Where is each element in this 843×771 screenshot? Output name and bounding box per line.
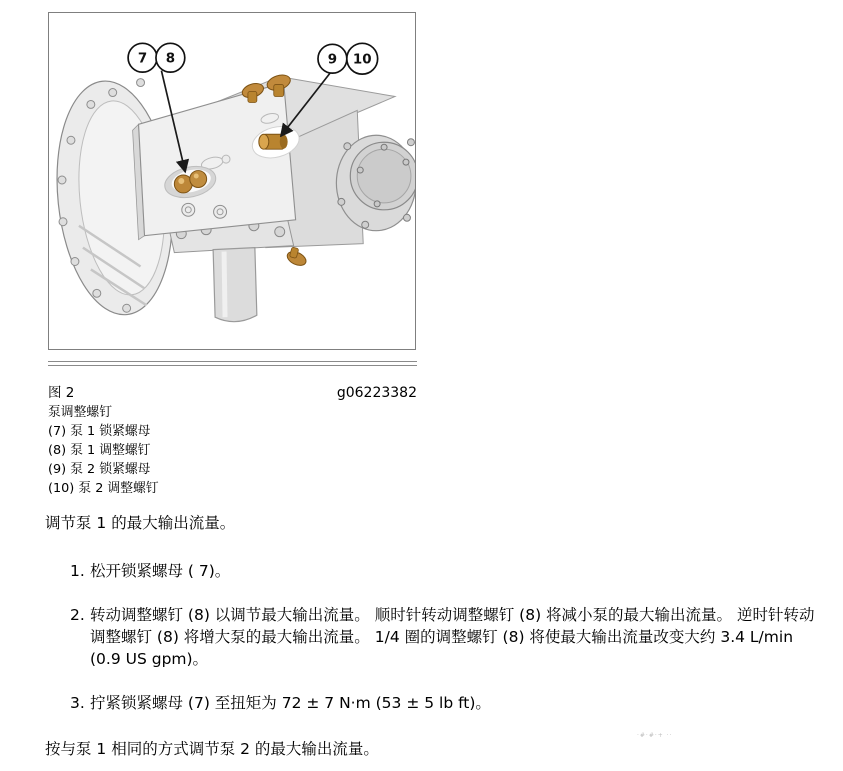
flange-elbow-fitting	[285, 247, 308, 268]
callout-9-label: 9	[327, 52, 338, 68]
procedure-step-2	[45, 604, 828, 670]
figure-id: g06223382	[336, 385, 417, 401]
step-text: 转动调整螺钉 (8) 以调节最大输出流量。 顺时针转动调整螺钉 (8) 将减小泵的最大输出流量。 逆时针转动调整螺钉 (8) 将增大泵的最大输出流量。 1/4 圈的调整螺钉 (8) 将使最大输出流量改变大约 3.4 L/min (0.9 US gpm)。	[90, 606, 815, 668]
figure-label: 图 2	[48, 385, 75, 401]
step-text: 松开锁紧螺母 ( 7)。	[90, 562, 231, 580]
procedure-text	[45, 512, 828, 760]
procedure-closing: 按与泵 1 相同的方式调节泵 2 的最大输出流量。	[45, 740, 379, 758]
callout-8-label: 8	[165, 51, 176, 67]
procedure-step-1	[45, 560, 828, 582]
pump-illustration	[49, 13, 415, 349]
figure-caption	[48, 403, 468, 498]
figure-caption-title: 泵调整螺钉	[48, 405, 112, 420]
callouts	[128, 43, 378, 74]
pump-illustration-frame	[48, 12, 416, 350]
step-number: 2.	[70, 606, 85, 624]
figure-separator-rule	[48, 361, 417, 366]
figure-caption-item-7: (7) 泵 1 锁紧螺母	[48, 424, 151, 439]
callout-7-label: 7	[137, 51, 148, 67]
figure-caption-item-10: (10) 泵 2 调整螺钉	[48, 481, 159, 496]
procedure-intro: 调节泵 1 的最大输出流量。	[45, 514, 236, 532]
procedure-step-3	[45, 692, 828, 714]
faint-print-artifact: ·#·#·+ ··	[637, 732, 673, 739]
figure-label-row	[48, 381, 417, 401]
callout-10-label: 10	[352, 52, 372, 68]
step-number: 1.	[70, 562, 85, 580]
drive-shaft	[213, 248, 257, 322]
step-number: 3.	[70, 694, 85, 712]
step-text: 拧紧锁紧螺母 (7) 至扭矩为 72 ± 7 N·m (53 ± 5 lb ft)。	[90, 694, 491, 712]
end-cap	[336, 135, 415, 230]
control-block	[133, 83, 296, 240]
figure-caption-item-9: (9) 泵 2 锁紧螺母	[48, 462, 151, 477]
figure-caption-item-8: (8) 泵 1 调整螺钉	[48, 443, 151, 458]
